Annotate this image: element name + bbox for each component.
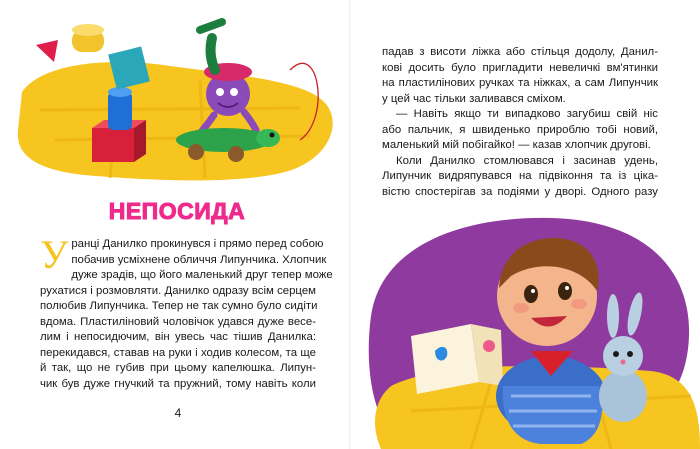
text-line: лим і непосидючим, він увесь час тішив Данилка: — [40, 331, 316, 343]
text-line: — Навіть якщо ти випадково загубиш свій ніс — [396, 108, 658, 120]
text-line: кові досить було пригладити невеличкі вм'ятинки — [382, 61, 658, 74]
drop-cap: У — [40, 232, 69, 277]
right-text-block — [382, 45, 658, 200]
text-line: ранці Данилко прокинувся і прямо перед собою — [71, 238, 324, 250]
text-line: вдома. Пластиліновий чоловічок удався дуже весе- — [40, 315, 316, 328]
text-line: дуже зрадів, що його маленький друг тепер може — [71, 269, 333, 281]
text-line: Коли Данилко стомлювався і засинав удень, — [396, 154, 658, 167]
text-line: Липунчик видряпувався на підвіконня та із ціка- — [382, 170, 658, 182]
text-line: у цей час тільки заливався сміхом. — [382, 92, 566, 105]
text-line: перекидався, ставав на руки і ходив колесом, та ще — [40, 346, 316, 359]
text-line: рухатися і розмовляти. Данилко одразу всім серцем — [40, 284, 316, 297]
clay-toy-boy-and-blocks-illustration — [0, 0, 349, 190]
text-line: й так, що не губив при цьому капелюшка. Липун- — [40, 362, 316, 374]
story-title: НЕПОСИДА — [108, 198, 246, 224]
text-line: вістю спостерігав за подіями у дворі. Одного разу — [382, 185, 658, 198]
page-number: 4 — [174, 406, 182, 420]
text-line: полюбив Липунчика. Тепер не так сумно було сидіти — [40, 300, 318, 312]
text-line: побачив усміхнене обличчя Липунчика. Хлопчик — [71, 253, 327, 266]
left-text-block — [40, 232, 333, 392]
text-line: або пальчик, я швиденько прироблю тобі новий, — [382, 123, 658, 136]
text-line: падав з висоти ліжка або стільця додолу, Данил- — [382, 46, 658, 58]
text-line: на пластилінових ручках та ніжках, а сам Липунчик — [382, 77, 658, 89]
boy-with-bunny-and-book-illustration — [351, 196, 700, 449]
text-line: маленький мій побігайко! — казав хлопчик другові. — [382, 139, 651, 151]
text-line: чик був дуже гнучкий та пружний, тому навіть коли — [40, 377, 316, 390]
